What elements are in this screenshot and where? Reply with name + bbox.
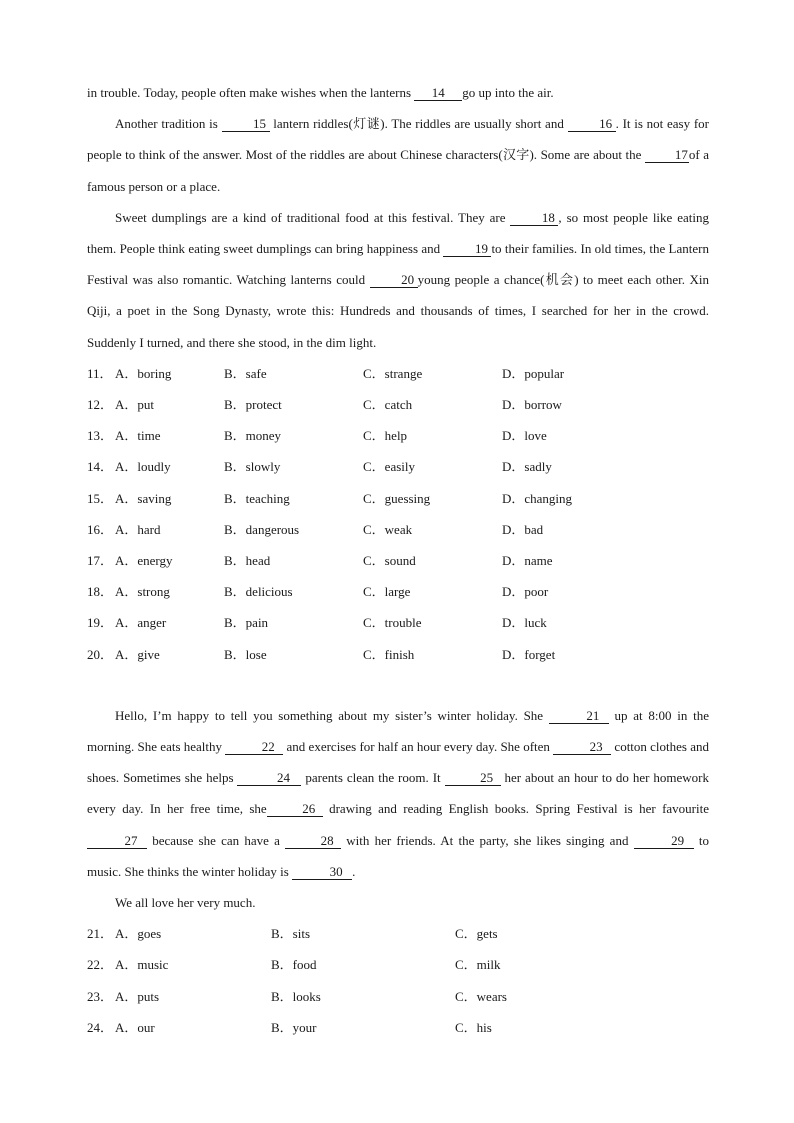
blank-30: 30 [292, 865, 352, 880]
text: in trouble. Today, people often make wishes when the lanterns [87, 85, 415, 100]
question-number: 11． [87, 365, 113, 381]
passage1-para2 [87, 108, 709, 202]
option-b[interactable]: B．dangerous [224, 521, 300, 537]
text: lantern riddles(灯谜). The riddles are usually short and [269, 116, 568, 132]
question-number: 19． [87, 615, 114, 631]
option-c[interactable]: C．sound [363, 552, 416, 568]
passage1-para3 [87, 202, 709, 358]
blank-22: 22 [225, 740, 283, 755]
text: to music. She thinks the winter holiday is [87, 832, 709, 879]
option-c[interactable]: C．guessing [363, 490, 431, 506]
option-c[interactable]: C．strange [363, 365, 423, 381]
option-b[interactable]: B．lose [224, 646, 267, 662]
option-d[interactable]: D．sadly [502, 459, 552, 475]
option-d[interactable]: D．name [502, 552, 553, 568]
blank-16: 16 [568, 117, 616, 132]
option-d[interactable]: D．forget [502, 646, 556, 662]
question-row [87, 949, 709, 980]
question-number: 15． [87, 490, 114, 506]
question-row [87, 981, 709, 1012]
option-c[interactable]: C．large [363, 584, 411, 600]
option-c[interactable]: C．his [455, 1019, 492, 1035]
option-b[interactable]: B．head [224, 552, 271, 568]
question-row [87, 918, 709, 949]
blank-27: 27 [87, 834, 147, 849]
option-c[interactable]: C．finish [363, 646, 415, 662]
passage1-para1 [87, 77, 709, 108]
option-c[interactable]: C．easily [363, 459, 415, 475]
question-number: 14． [87, 459, 114, 475]
passage2-para2: We all love her very much. [115, 894, 256, 910]
blank-18: 18 [510, 211, 558, 226]
text: her about an hour to do her homework every day. In her free time, she [87, 770, 709, 817]
text: young people a chance(机会) to meet each other. Xin Qiji, a poet in the Song Dynasty, wrote this: Hundreds and thousands of times, I searched for her in the crowd. Suddenly I turned, and there she stood, in the dim light. [87, 272, 709, 350]
question-row [87, 514, 709, 545]
option-a[interactable]: A．boring [115, 365, 172, 381]
option-a[interactable]: A．time [115, 428, 161, 444]
blank-15: 15 [222, 117, 270, 132]
passage2-para1 [87, 700, 709, 887]
blank-17: 17 [645, 148, 689, 163]
option-a[interactable]: A．puts [115, 988, 160, 1004]
question-number: 24． [87, 1019, 114, 1035]
text: to their families. In old times, the Lantern Festival was also romantic. Watching lanterns could [87, 241, 709, 288]
section-gap [87, 670, 709, 700]
text: cotton clothes and shoes. Sometimes she helps [87, 738, 710, 786]
option-b[interactable]: B．safe [224, 365, 267, 381]
question-number: 12． [87, 397, 114, 413]
question-number: 17． [87, 552, 114, 568]
option-a[interactable]: A．hard [115, 521, 161, 537]
blank-25: 25 [445, 771, 501, 786]
option-a[interactable]: A．music [115, 957, 169, 973]
option-b[interactable]: B．delicious [224, 584, 293, 600]
question-row [87, 1012, 709, 1043]
option-a[interactable]: A．anger [115, 615, 167, 631]
option-b[interactable]: B．pain [224, 615, 269, 631]
text: Another tradition is [115, 116, 222, 132]
option-c[interactable]: C．help [363, 428, 408, 444]
blank-21: 21 [549, 709, 609, 724]
option-a[interactable]: A．put [115, 397, 155, 413]
text: and exercises for half an hour every day. She often [283, 738, 554, 754]
option-a[interactable]: A．goes [115, 926, 162, 942]
option-b[interactable]: B．teaching [224, 490, 290, 506]
question-row [87, 358, 709, 389]
blank-26: 26 [267, 802, 323, 817]
question-row [87, 639, 709, 670]
option-a[interactable]: A．strong [115, 584, 170, 600]
option-d[interactable]: D．poor [502, 584, 549, 600]
text: Hello, I’m happy to tell you something about my sister’s winter holiday. She [115, 707, 549, 723]
question-row [87, 483, 709, 514]
question-number: 21． [87, 926, 114, 942]
option-b[interactable]: B．your [271, 1019, 317, 1035]
question-row [87, 607, 709, 638]
option-a[interactable]: A．our [115, 1019, 155, 1035]
option-b[interactable]: B．protect [224, 397, 282, 413]
option-b[interactable]: B．sits [271, 926, 311, 942]
option-a[interactable]: A．give [115, 646, 160, 662]
option-c[interactable]: C．milk [455, 957, 501, 973]
text: drawing and reading English books. Spring Festival is her favourite [322, 801, 709, 817]
option-b[interactable]: B．food [271, 957, 317, 973]
question-list-11-20 [87, 358, 709, 670]
blank-23: 23 [553, 740, 611, 755]
text: , so most people like eating them. People think eating sweet dumplings can bring happiness and [87, 209, 709, 257]
question-number: 18． [87, 584, 114, 600]
text: . [352, 863, 356, 879]
question-row [87, 451, 709, 482]
text: . It is not easy for people to think of the answer. Most of the riddles are about Chinese characters(汉字). Some are about the [87, 116, 709, 163]
option-a[interactable]: A．saving [115, 490, 172, 506]
text: with her friends. At the party, she likes singing and [341, 832, 634, 848]
option-d[interactable]: D．love [502, 428, 547, 444]
option-b[interactable]: B．slowly [224, 459, 281, 475]
option-d[interactable]: D．bad [502, 521, 544, 537]
blank-19: 19 [443, 242, 491, 257]
text: up at 8:00 in the morning. She eats healthy [87, 707, 709, 754]
text: of a famous person or a place. [87, 147, 709, 194]
option-c[interactable]: C．weak [363, 521, 413, 537]
option-c[interactable]: C．wears [455, 988, 507, 1004]
question-row [87, 389, 709, 420]
option-c[interactable]: C．gets [455, 926, 498, 942]
text: parents clean the room. It [301, 770, 445, 786]
question-number: 16． [87, 521, 114, 537]
option-d[interactable]: D．popular [502, 365, 565, 381]
option-a[interactable]: A．energy [115, 552, 173, 568]
question-list-21-24 [87, 918, 709, 1043]
text: because she can have a [147, 832, 286, 848]
option-b[interactable]: B．looks [271, 988, 321, 1004]
question-number: 13． [87, 428, 114, 444]
question-row [87, 576, 709, 607]
text: go up into the air. [462, 85, 554, 100]
text: Sweet dumplings are a kind of traditional food at this festival. They are [115, 209, 511, 225]
option-c[interactable]: C．catch [363, 397, 413, 413]
blank-24: 24 [237, 771, 301, 786]
blank-14: 14 [414, 86, 462, 101]
question-number: 22． [87, 957, 114, 973]
question-row [87, 420, 709, 451]
option-a[interactable]: A．loudly [115, 459, 171, 475]
document-page [87, 77, 709, 1043]
option-b[interactable]: B．money [224, 428, 282, 444]
question-row [87, 545, 709, 576]
option-d[interactable]: D．luck [502, 615, 547, 631]
option-d[interactable]: D．borrow [502, 397, 562, 413]
option-d[interactable]: D．changing [502, 490, 573, 506]
blank-29: 29 [634, 834, 694, 849]
blank-28: 28 [285, 834, 341, 849]
question-number: 23． [87, 988, 114, 1004]
question-number: 20． [87, 646, 114, 662]
blank-20: 20 [370, 273, 418, 288]
option-c[interactable]: C．trouble [363, 615, 422, 631]
